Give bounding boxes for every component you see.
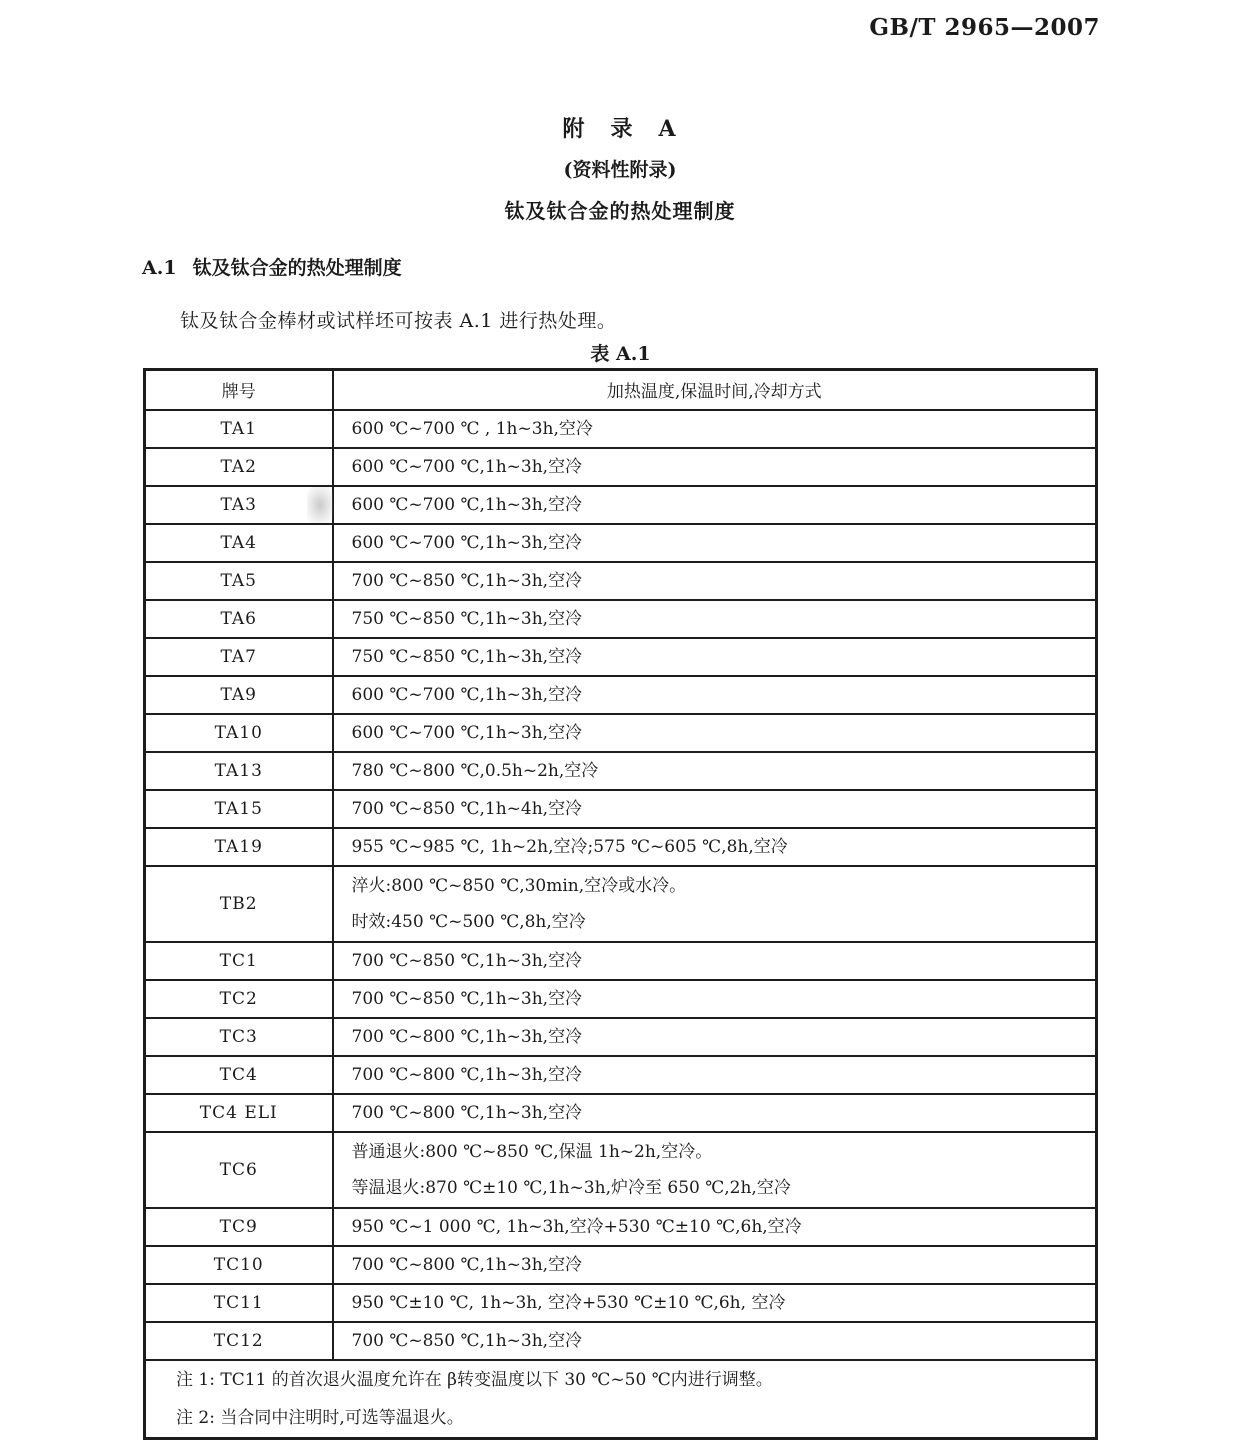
- appendix-type: (资料性附录): [563, 159, 677, 181]
- treatment-cell: [333, 980, 1097, 1018]
- treatment-line: 600 ℃~700 ℃,1h~3h,空冷: [351, 684, 583, 705]
- treatment-line: 700 ℃~850 ℃,1h~3h,空冷: [351, 1330, 583, 1351]
- treatment-line: 600 ℃~700 ℃ , 1h~3h,空冷: [351, 418, 593, 439]
- treatment-cell: [333, 790, 1097, 828]
- treatment-cell: [333, 866, 1097, 942]
- treatment-line: 600 ℃~700 ℃,1h~3h,空冷: [351, 456, 583, 477]
- section-number: A.1: [142, 257, 177, 279]
- table-row: [145, 1018, 1097, 1056]
- treatment-line: 淬火:800 ℃~850 ℃,30min,空冷或水冷。: [351, 875, 687, 896]
- table-row: [145, 790, 1097, 828]
- table-row: [145, 752, 1097, 790]
- grade-cell: TC10: [145, 1246, 333, 1284]
- treatment-line: 950 ℃~1 000 ℃, 1h~3h,空冷+530 ℃±10 ℃,6h,空冷: [351, 1216, 802, 1237]
- treatment-cell: [333, 714, 1097, 752]
- table-row: [145, 980, 1097, 1018]
- table-row: [145, 524, 1097, 562]
- treatment-line: 600 ℃~700 ℃,1h~3h,空冷: [351, 532, 583, 553]
- treatment-cell: [333, 486, 1097, 524]
- treatment-cell: [333, 638, 1097, 676]
- table-row: [145, 1094, 1097, 1132]
- treatment-line: 等温退火:870 ℃±10 ℃,1h~3h,炉冷至 650 ℃,2h,空冷: [351, 1177, 791, 1198]
- standard-number: GB/T 2965—2007: [869, 14, 1100, 41]
- grade-cell: TA7: [145, 638, 333, 676]
- grade-cell: TA15: [145, 790, 333, 828]
- column-header-grade: 牌号: [145, 370, 333, 410]
- title-block: [0, 112, 1240, 224]
- appendix-title: 附 录 A: [562, 116, 678, 142]
- table-row: [145, 448, 1097, 486]
- heat-treatment-table: [143, 368, 1098, 1440]
- grade-cell: TC4: [145, 1056, 333, 1094]
- table-row: [145, 486, 1097, 524]
- treatment-line: 750 ℃~850 ℃,1h~3h,空冷: [351, 608, 583, 629]
- table-notes-cell: [145, 1360, 1097, 1439]
- table-row: [145, 828, 1097, 866]
- treatment-line: 700 ℃~850 ℃,1h~3h,空冷: [351, 988, 583, 1009]
- table-row: [145, 600, 1097, 638]
- table-row: [145, 1056, 1097, 1094]
- treatment-cell: [333, 448, 1097, 486]
- treatment-line: 700 ℃~800 ℃,1h~3h,空冷: [351, 1064, 583, 1085]
- grade-cell: TA5: [145, 562, 333, 600]
- table-row: [145, 638, 1097, 676]
- grade-cell: TA1: [145, 410, 333, 448]
- treatment-line: 955 ℃~985 ℃, 1h~2h,空冷;575 ℃~605 ℃,8h,空冷: [351, 836, 788, 857]
- grade-cell: TC11: [145, 1284, 333, 1322]
- grade-cell: TA4: [145, 524, 333, 562]
- grade-cell: TA19: [145, 828, 333, 866]
- table-row: [145, 714, 1097, 752]
- treatment-line: 普通退火:800 ℃~850 ℃,保温 1h~2h,空冷。: [351, 1141, 713, 1162]
- treatment-line: 950 ℃±10 ℃, 1h~3h, 空冷+530 ℃±10 ℃,6h, 空冷: [351, 1292, 786, 1313]
- intro-paragraph: 钛及钛合金棒材或试样坯可按表 A.1 进行热处理。: [180, 310, 617, 332]
- treatment-line: 700 ℃~850 ℃,1h~3h,空冷: [351, 950, 583, 971]
- treatment-line: 600 ℃~700 ℃,1h~3h,空冷: [351, 494, 583, 515]
- treatment-line: 700 ℃~850 ℃,1h~3h,空冷: [351, 570, 583, 591]
- section-heading: [142, 253, 402, 280]
- table-note: 注 2: 当合同中注明时,可选等温退火。: [176, 1407, 464, 1428]
- table-row: [145, 1322, 1097, 1360]
- treatment-cell: [333, 524, 1097, 562]
- grade-cell: TC9: [145, 1208, 333, 1246]
- treatment-line: 700 ℃~800 ℃,1h~3h,空冷: [351, 1102, 583, 1123]
- grade-cell: TA10: [145, 714, 333, 752]
- section-title: 钛及钛合金的热处理制度: [192, 257, 402, 279]
- grade-cell: TA2: [145, 448, 333, 486]
- table-row: [145, 942, 1097, 980]
- treatment-cell: [333, 942, 1097, 980]
- grade-cell: TA3: [145, 486, 333, 524]
- table-row: [145, 1132, 1097, 1208]
- table-row: [145, 1246, 1097, 1284]
- treatment-cell: [333, 562, 1097, 600]
- treatment-cell: [333, 1132, 1097, 1208]
- treatment-cell: [333, 600, 1097, 638]
- treatment-cell: [333, 752, 1097, 790]
- table-note: 注 1: TC11 的首次退火温度允许在 β转变温度以下 30 ℃~50 ℃内进行调整。: [176, 1369, 773, 1390]
- table-caption: 表 A.1: [590, 343, 651, 365]
- table-row: [145, 410, 1097, 448]
- treatment-line: 700 ℃~800 ℃,1h~3h,空冷: [351, 1026, 583, 1047]
- table-notes-row: [145, 1360, 1097, 1439]
- table-row: [145, 562, 1097, 600]
- treatment-cell: [333, 1208, 1097, 1246]
- treatment-cell: [333, 1246, 1097, 1284]
- treatment-line: 时效:450 ℃~500 ℃,8h,空冷: [351, 911, 586, 932]
- treatment-line: 700 ℃~850 ℃,1h~4h,空冷: [351, 798, 583, 819]
- table-row: [145, 676, 1097, 714]
- grade-cell: TC12: [145, 1322, 333, 1360]
- grade-cell: TC6: [145, 1132, 333, 1208]
- grade-cell: TC3: [145, 1018, 333, 1056]
- appendix-subject: 钛及钛合金的热处理制度: [504, 199, 736, 223]
- column-header-treatment: 加热温度,保温时间,冷却方式: [333, 370, 1097, 410]
- grade-cell: TC1: [145, 942, 333, 980]
- treatment-cell: [333, 828, 1097, 866]
- grade-cell: TA13: [145, 752, 333, 790]
- table-row: [145, 866, 1097, 942]
- grade-cell: TA6: [145, 600, 333, 638]
- treatment-line: 750 ℃~850 ℃,1h~3h,空冷: [351, 646, 583, 667]
- treatment-cell: [333, 1018, 1097, 1056]
- treatment-line: 600 ℃~700 ℃,1h~3h,空冷: [351, 722, 583, 743]
- table-row: [145, 1208, 1097, 1246]
- treatment-cell: [333, 676, 1097, 714]
- table-row: [145, 1284, 1097, 1322]
- grade-cell: TC2: [145, 980, 333, 1018]
- grade-cell: TB2: [145, 866, 333, 942]
- grade-cell: TC4 ELI: [145, 1094, 333, 1132]
- treatment-line: 700 ℃~800 ℃,1h~3h,空冷: [351, 1254, 583, 1275]
- treatment-cell: [333, 1322, 1097, 1360]
- treatment-cell: [333, 1284, 1097, 1322]
- treatment-line: 780 ℃~800 ℃,0.5h~2h,空冷: [351, 760, 599, 781]
- table-header-row: [145, 370, 1097, 410]
- grade-cell: TA9: [145, 676, 333, 714]
- treatment-cell: [333, 1056, 1097, 1094]
- treatment-cell: [333, 410, 1097, 448]
- treatment-cell: [333, 1094, 1097, 1132]
